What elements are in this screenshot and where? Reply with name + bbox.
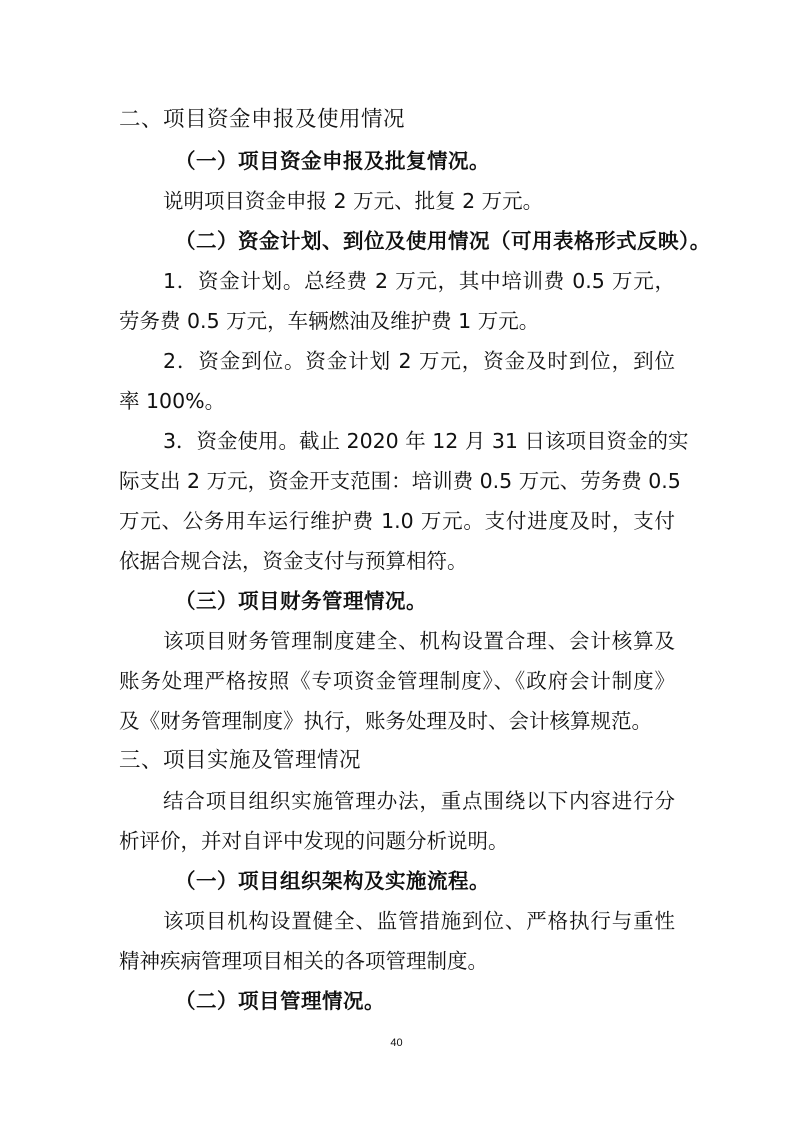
page-number: 40 (390, 1037, 403, 1049)
paragraph-line: 及《财务管理制度》执行，账务处理及时、会计核算规范。 (119, 709, 652, 733)
section-3-sub-1-title: （一）项目组织架构及实施流程。 (175, 869, 490, 893)
paragraph-line: 1．资金计划。总经费 2 万元，其中培训费 0.5 万元， (163, 269, 675, 293)
paragraph-line: 说明项目资金申报 2 万元、批复 2 万元。 (163, 189, 544, 213)
paragraph-line: 析评价，并对自评中发现的问题分析说明。 (119, 829, 509, 853)
paragraph-line: 际支出 2 万元，资金开支范围：培训费 0.5 万元、劳务费 0.5 (119, 469, 681, 493)
section-3-heading: 三、项目实施及管理情况 (119, 748, 362, 773)
section-2-sub-2-title: （二）资金计划、到位及使用情况（可用表格形式反映）。 (175, 229, 711, 253)
section-2-sub-3-title: （三）项目财务管理情况。 (175, 589, 427, 613)
paragraph-line: 精神疾病管理项目相关的各项管理制度。 (119, 949, 488, 973)
paragraph-line: 3．资金使用。截止 2020 年 12 月 31 日该项目资金的实 (163, 429, 689, 453)
section-3-sub-2-title: （二）项目管理情况。 (175, 989, 385, 1013)
paragraph-line: 劳务费 0.5 万元，车辆燃油及维护费 1 万元。 (119, 309, 540, 333)
paragraph-line: 依据合规合法，资金支付与预算相符。 (119, 549, 468, 573)
paragraph-line: 该项目财务管理制度建全、机构设置合理、会计核算及 (163, 629, 675, 653)
paragraph-line: 账务处理严格按照《专项资金管理制度》、《政府会计制度》 (119, 669, 675, 693)
section-2-heading: 二、项目资金申报及使用情况 (119, 107, 406, 132)
paragraph-line: 万元、公务用车运行维护费 1.0 万元。支付进度及时，支付 (119, 509, 675, 533)
paragraph-line: 率 100%。 (119, 389, 226, 413)
paragraph-line: 该项目机构设置健全、监管措施到位、严格执行与重性 (163, 909, 675, 933)
paragraph-line: 2．资金到位。资金计划 2 万元，资金及时到位，到位 (163, 349, 675, 373)
paragraph-line: 结合项目组织实施管理办法，重点围绕以下内容进行分 (163, 789, 675, 813)
section-2-sub-1-title: （一）项目资金申报及批复情况。 (175, 149, 490, 173)
